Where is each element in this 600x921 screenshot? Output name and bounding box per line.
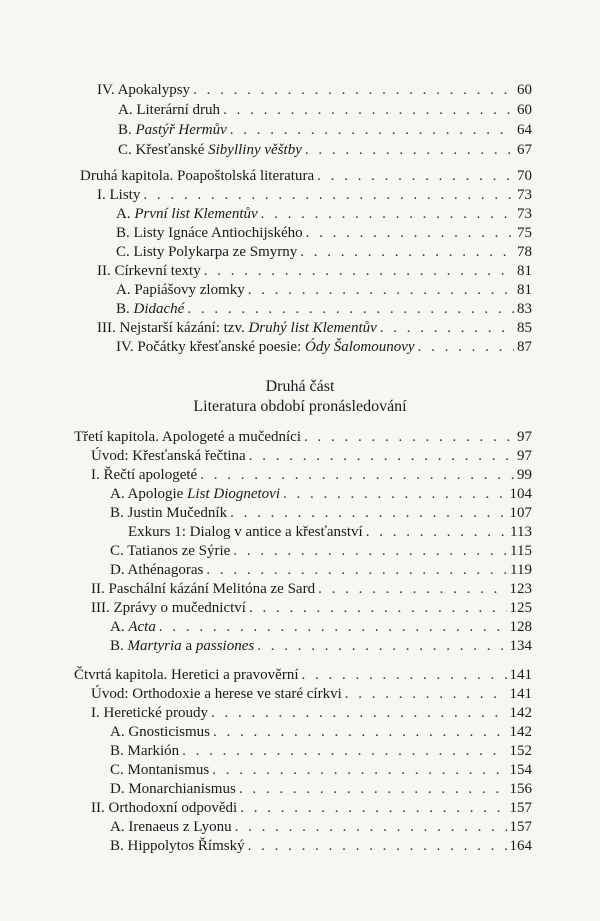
toc-entry-label: Úvod: Orthodoxie a herese ve staré církvi: [91, 686, 342, 702]
toc-entry-label: B. Justin Mučedník: [110, 505, 228, 521]
toc-entry: [118, 101, 532, 120]
toc-entry: [74, 428, 532, 447]
toc-entry: [97, 319, 532, 338]
toc-entry-page: 164: [509, 838, 532, 854]
toc-entry-page: 141: [509, 667, 532, 683]
toc-entry: [91, 599, 532, 618]
dot-leader: [302, 666, 507, 685]
toc-entry-label: II. Orthodoxní odpovědi: [91, 800, 238, 816]
toc-entry-label: A. Gnosticismus: [110, 724, 211, 740]
dot-leader: [306, 224, 514, 243]
toc-entry-label: IV. Apokalypsy: [97, 82, 191, 98]
toc-entry-label: III. Nejstarší kázání: tzv. Druhý list Klementův: [97, 320, 377, 336]
toc-entry-page: 152: [509, 743, 532, 759]
dot-leader: [366, 523, 507, 542]
toc-entry-page: 75: [517, 225, 532, 241]
toc-entry: [110, 742, 532, 761]
toc-entry-page: 125: [509, 600, 532, 616]
dot-leader: [143, 186, 514, 205]
dot-leader: [248, 837, 507, 856]
toc-entry-page: 73: [517, 187, 532, 203]
toc-entry-label: B. Didaché: [116, 301, 185, 317]
dot-leader: [304, 428, 514, 447]
toc-entry: [128, 523, 532, 542]
dot-leader: [380, 319, 514, 338]
toc-entry-label: II. Církevní texty: [97, 263, 201, 279]
toc-entry-page: 119: [510, 562, 532, 578]
toc-entry: [97, 186, 532, 205]
toc-entry-page: 128: [509, 619, 532, 635]
dot-leader: [159, 618, 507, 637]
toc-entry-page: 141: [509, 686, 532, 702]
dot-leader: [182, 742, 506, 761]
toc-entry: [116, 300, 532, 319]
toc-entry-page: 60: [517, 82, 532, 98]
dot-leader: [305, 141, 514, 160]
toc-entry-label: IV. Počátky křesťanské poesie: Ódy Šalomounovy: [116, 339, 415, 355]
toc-entry: [116, 243, 532, 262]
dot-leader: [283, 485, 506, 504]
toc-entry-page: 142: [509, 724, 532, 740]
toc-entry: [110, 761, 532, 780]
toc-entry-label: B. Martyria a passiones: [110, 638, 255, 654]
toc-entry-page: 157: [509, 819, 532, 835]
toc-entry-page: 157: [509, 800, 532, 816]
toc-entry: [110, 504, 532, 523]
dot-leader: [257, 637, 506, 656]
toc-entry: [110, 837, 532, 856]
dot-leader: [418, 338, 514, 357]
toc-entry-page: 97: [517, 448, 532, 464]
dot-leader: [239, 780, 507, 799]
dot-leader: [211, 704, 506, 723]
dot-leader: [249, 447, 514, 466]
toc-entry-page: 67: [517, 142, 532, 158]
toc-entry-page: 78: [517, 244, 532, 260]
dot-leader: [230, 121, 514, 140]
toc-entry-label: C. Listy Polykarpa ze Smyrny: [116, 244, 298, 260]
toc-entry: [110, 561, 532, 580]
toc-entry: [110, 637, 532, 656]
toc-entry: [110, 485, 532, 504]
toc-entry-label: III. Zprávy o mučednictví: [91, 600, 246, 616]
toc-entry-page: 73: [517, 206, 532, 222]
dot-leader: [206, 561, 507, 580]
toc-entry-label: Třetí kapitola. Apologeté a mučedníci: [74, 429, 302, 445]
toc-entry-page: 142: [509, 705, 532, 721]
toc-entry-label: D. Athénagoras: [110, 562, 204, 578]
dot-leader: [248, 281, 514, 300]
toc-entry: [116, 281, 532, 300]
dot-leader: [233, 542, 507, 561]
toc-entry-page: 85: [517, 320, 532, 336]
dot-leader: [204, 262, 514, 281]
dot-leader: [300, 243, 514, 262]
toc-entry-label: A. Literární druh: [118, 102, 221, 118]
toc-entry-label: II. Paschální kázání Melitóna ze Sard: [91, 581, 316, 597]
toc-entry-page: 115: [510, 543, 532, 559]
toc-entry-label: B. Pastýř Hermův: [118, 122, 227, 138]
dot-leader: [317, 167, 514, 186]
dot-leader: [318, 580, 506, 599]
toc-entry: [97, 81, 532, 100]
toc-entry-label: D. Monarchianismus: [110, 781, 236, 797]
dot-leader: [193, 81, 514, 100]
toc-entry: [118, 121, 532, 140]
toc-entry-label: I. Řečtí apologeté: [91, 467, 198, 483]
toc-entry-label: A. První list Klementův: [116, 206, 258, 222]
toc-entry: [110, 780, 532, 799]
toc-entry-label: C. Montanismus: [110, 762, 210, 778]
toc-entry-label: I. Heretické proudy: [91, 705, 209, 721]
toc-entry-label: A. Apologie List Diognetovi: [110, 486, 281, 502]
toc-entry: [91, 704, 532, 723]
toc-entry-page: 107: [509, 505, 532, 521]
toc-entry: [91, 685, 532, 704]
dot-leader: [235, 818, 507, 837]
toc-entry-label: Exkurs 1: Dialog v antice a křesťanství: [128, 524, 363, 540]
toc-entry-label: B. Listy Ignáce Antiochijského: [116, 225, 303, 241]
dot-leader: [230, 504, 506, 523]
toc-entry-label: B. Hippolytos Římský: [110, 838, 245, 854]
toc-entry: [74, 666, 532, 685]
toc-entry: [91, 466, 532, 485]
dot-leader: [213, 723, 506, 742]
dot-leader: [200, 466, 514, 485]
toc-entry: [80, 167, 532, 186]
toc-entry: [116, 224, 532, 243]
toc-entry: [110, 723, 532, 742]
toc-entry-label: Čtvrtá kapitola. Heretici a pravověrní: [74, 667, 299, 683]
toc-entry-page: 64: [517, 122, 532, 138]
toc-entry-page: 154: [509, 762, 532, 778]
toc-entry-page: 134: [509, 638, 532, 654]
toc-entry-label: C. Křesťanské Sibylliny věštby: [118, 142, 302, 158]
toc-entry-page: 123: [509, 581, 532, 597]
toc-entry-label: B. Markión: [110, 743, 180, 759]
toc-entry: [116, 338, 532, 357]
dot-leader: [187, 300, 514, 319]
toc-entry-page: 104: [509, 486, 532, 502]
toc-entry-label: A. Irenaeus z Lyonu: [110, 819, 232, 835]
toc-entry: [116, 205, 532, 224]
dot-leader: [261, 205, 514, 224]
toc-entry-page: 81: [517, 282, 532, 298]
toc-entry-label: A. Papiášovy zlomky: [116, 282, 245, 298]
toc-entry-page: 60: [517, 102, 532, 118]
toc-entry-label: Úvod: Křesťanská řečtina: [91, 448, 246, 464]
toc-entry-page: 87: [517, 339, 532, 355]
toc-entry: [97, 262, 532, 281]
toc-entry: [110, 818, 532, 837]
toc-entry-label: A. Acta: [110, 619, 156, 635]
toc-entry: [118, 141, 532, 160]
toc-entry-page: 97: [517, 429, 532, 445]
toc-entry-label: Druhá kapitola. Poapoštolská literatura: [80, 168, 315, 184]
toc-entry-page: 83: [517, 301, 532, 317]
toc-entry: [91, 447, 532, 466]
toc-entry-page: 156: [509, 781, 532, 797]
part-title: Druhá část: [265, 378, 335, 395]
dot-leader: [240, 799, 506, 818]
toc-entry-page: 70: [517, 168, 532, 184]
dot-leader: [249, 599, 507, 618]
toc-entry-label: C. Tatianos ze Sýrie: [110, 543, 231, 559]
toc-entry: [91, 580, 532, 599]
toc-entry-page: 99: [517, 467, 532, 483]
toc-entry: [110, 618, 532, 637]
dot-leader: [212, 761, 506, 780]
dot-leader: [223, 101, 514, 120]
toc-entry: [110, 542, 532, 561]
toc-entry: [91, 799, 532, 818]
dot-leader: [345, 685, 507, 704]
part-subtitle: Literatura období pronásledování: [193, 398, 407, 415]
toc-entry-page: 81: [517, 263, 532, 279]
toc-entry-page: 113: [510, 524, 532, 540]
toc-entry-label: I. Listy: [97, 187, 141, 203]
